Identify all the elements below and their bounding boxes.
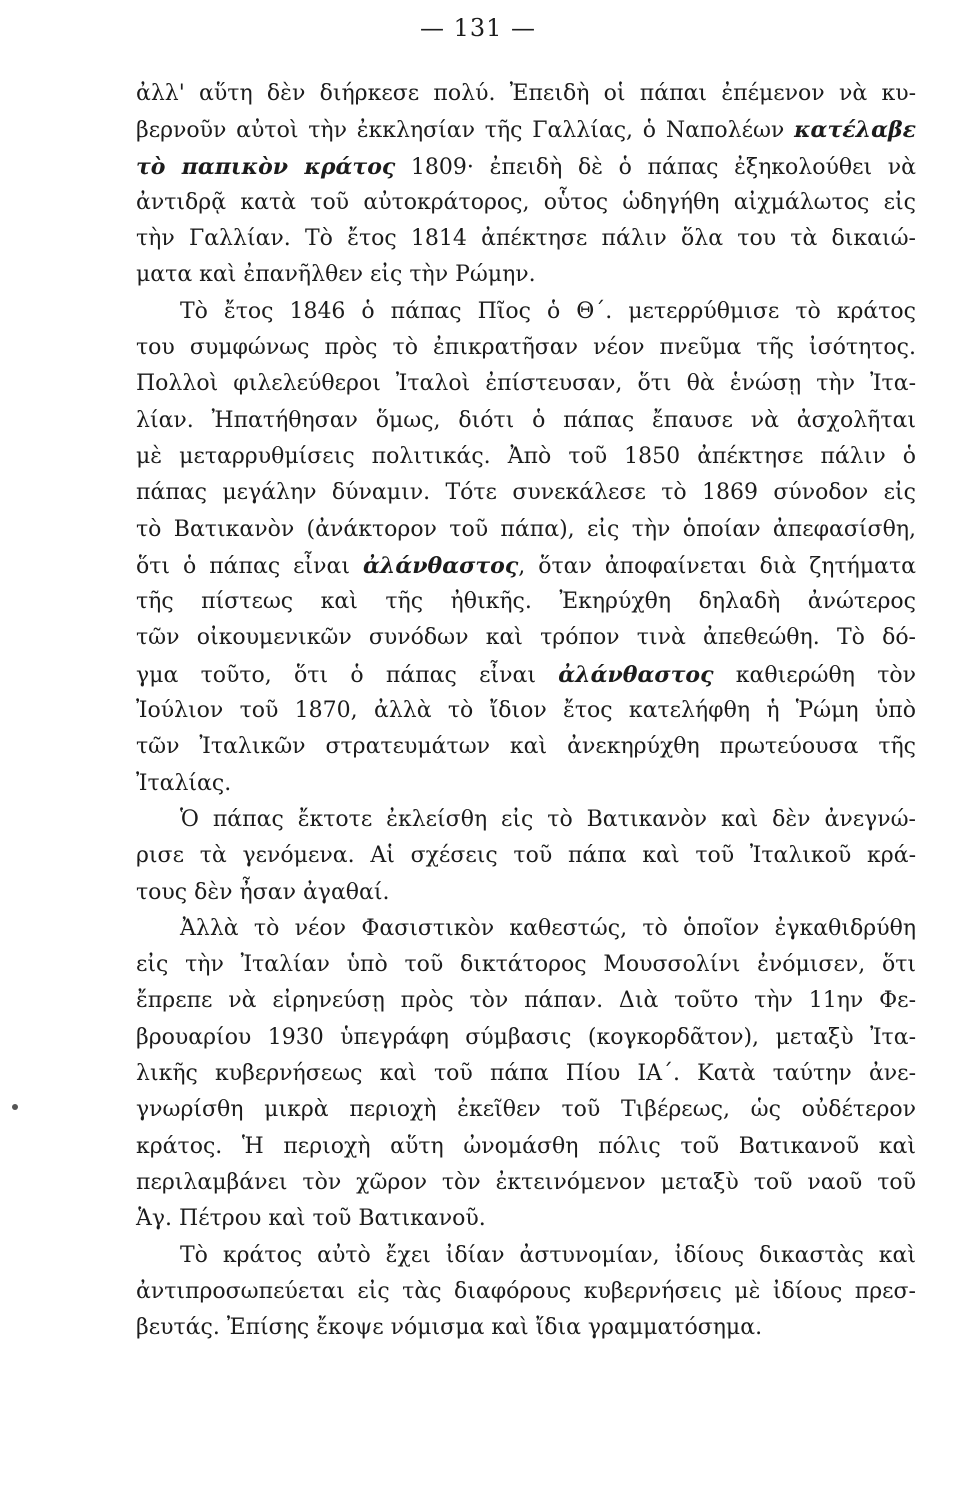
text-segment: 1809· ἐπειδὴ δὲ ὁ πάπας ἐξηκολούθει νὰ <box>395 154 916 180</box>
text-line <box>136 657 916 693</box>
text-line: τους δὲν ἦσαν ἀγαθαί. <box>136 879 390 905</box>
text-line: τὴν Γαλλίαν. Τὸ ἔτος 1814 ἀπέκτησε πάλιν ὅλα του τὰ δικαιώ- <box>136 226 916 252</box>
text-line <box>136 112 916 148</box>
text-line: του συμφώνως πρὸς τὸ ἐπικρατῆσαν νέον πνεῦμα τῆς ἰσότητος. <box>136 335 916 361</box>
text-segment: , ὅταν ἀποφαίνεται διὰ ζητήματα <box>518 553 916 579</box>
text-line: Ἁγ. Πέτρου καὶ τοῦ Βατικανοῦ. <box>136 1206 486 1232</box>
text-line: Ἰούλιον τοῦ 1870, ἀλλὰ τὸ ἴδιον ἔτος κατελήφθη ἡ Ῥώμη ὑπὸ <box>136 698 916 724</box>
text-line: τῶν οἰκουμενικῶν συνόδων καὶ τρόπον τινὰ ἀπεθεώθη. Τὸ δό- <box>136 625 916 651</box>
emphasis-text: ἀλάνθαστος <box>363 552 519 579</box>
text-line: Ὁ πάπας ἔκτοτε ἐκλείσθη εἰς τὸ Βατικανὸν καὶ δὲν ἀνεγνώ- <box>180 806 916 832</box>
emphasis-text: ἀλάνθαστος <box>558 661 714 688</box>
text-line: ἀντιδρᾷ κατὰ τοῦ αὐτοκράτορος, οὗτος ὡδηγήθη αἰχμάλωτος εἰς <box>136 189 916 215</box>
text-line: τῶν Ἰταλικῶν στρατευμάτων καὶ ἀνεκηρύχθη πρωτεύουσα τῆς <box>136 734 916 760</box>
text-line: βρουαρίου 1930 ὑπεγράφη σύμβασις (κογκορδᾶτον), μεταξὺ Ἰτα- <box>136 1024 916 1050</box>
text-line: ματα καὶ ἐπανῆλθεν εἰς τὴν Ρώμην. <box>136 262 536 288</box>
text-line: πάπας μεγάλην δύναμιν. Τότε συνεκάλεσε τὸ 1869 σύνοδον εἰς <box>136 480 916 506</box>
text-line: Ἀλλὰ τὸ νέον Φασιστικὸν καθεστώς, τὸ ὁποῖον ἐγκαθιδρύθη <box>180 915 916 941</box>
margin-dot <box>12 1104 18 1110</box>
text-line: τὸ Βατικανὸν (ἀνάκτορον τοῦ πάπα), εἰς τὴν ὁποίαν ἀπεφασίσθη, <box>136 516 916 542</box>
text-line <box>136 149 916 185</box>
text-line: Τὸ ἔτος 1846 ὁ πάπας Πῖος ὁ Θ΄. μετερρύθμισε τὸ κράτος <box>180 298 916 324</box>
text-line: κράτος. Ἡ περιοχὴ αὕτη ὠνομάσθη πόλις τοῦ Βατικανοῦ καὶ <box>136 1133 916 1159</box>
text-line: Ἰταλίας. <box>136 770 232 796</box>
text-line <box>136 548 916 584</box>
emphasis-text: τὸ παπικὸν κράτος <box>136 153 396 180</box>
text-line: βευτάς. Ἐπίσης ἔκοψε νόμισμα καὶ ἴδια γραμματόσημα. <box>136 1315 763 1341</box>
page-number: — 131 — <box>419 14 537 42</box>
text-line: ἀντιπροσωπεύεται εἰς τὰς διαφόρους κυβερνήσεις μὲ ἰδίους πρεσ- <box>136 1278 916 1304</box>
text-line: λίαν. Ἠπατήθησαν ὅμως, διότι ὁ πάπας ἔπαυσε νὰ ἀσχολῆται <box>136 407 916 433</box>
text-line: Τὸ κράτος αὐτὸ ἔχει ἰδίαν ἀστυνομίαν, ἰδίους δικαστὰς καὶ <box>180 1242 916 1268</box>
body-text <box>136 76 916 1346</box>
text-segment: γμα τοῦτο, ὅτι ὁ πάπας εἶναι <box>136 662 559 688</box>
text-segment: ὅτι ὁ πάπας εἶναι <box>136 553 363 579</box>
emphasis-text: κατέλαβε <box>794 117 916 144</box>
text-segment: βερνοῦν αὐτοὶ τὴν ἐκκλησίαν τῆς Γαλλίας, ὁ Ναπολέων <box>136 118 795 144</box>
text-line: εἰς τὴν Ἰταλίαν ὑπὸ τοῦ δικτάτορος Μουσσολίνι ἐνόμισεν, ὅτι <box>136 952 916 978</box>
text-line: ἔπρεπε νὰ εἰρηνεύσῃ πρὸς τὸν πάπαν. Διὰ τοῦτο τὴν 11ην Φε- <box>136 988 916 1014</box>
text-line: μὲ μεταρρυθμίσεις πολιτικάς. Ἀπὸ τοῦ 1850 ἀπέκτησε πάλιν ὁ <box>136 443 916 469</box>
text-line: ρισε τὰ γενόμενα. Αἱ σχέσεις τοῦ πάπα καὶ τοῦ Ἰταλικοῦ κρά- <box>136 843 916 869</box>
text-segment: καθιερώθη τὸν <box>713 662 916 688</box>
text-line: ἀλλ' αὕτη δὲν διήρκεσε πολύ. Ἐπειδὴ οἱ πάπαι ἐπέμενον νὰ κυ- <box>136 81 916 106</box>
text-line: τῆς πίστεως καὶ τῆς ἠθικῆς. Ἐκηρύχθη δηλαδὴ ἀνώτερος <box>136 589 916 615</box>
text-line: περιλαμβάνει τὸν χῶρον τὸν ἐκτεινόμενον μεταξὺ τοῦ ναοῦ τοῦ <box>136 1169 916 1195</box>
text-line: λικῆς κυβερνήσεως καὶ τοῦ πάπα Πίου ΙΑ΄. Κατὰ ταύτην ἀνε- <box>136 1061 916 1087</box>
text-line: γνωρίσθη μικρὰ περιοχὴ ἐκεῖθεν τοῦ Τιβέρεως, ὡς οὐδέτερον <box>136 1097 916 1123</box>
text-line: Πολλοὶ φιλελεύθεροι Ἰταλοὶ ἐπίστευσαν, ὅτι θὰ ἑνώσῃ τὴν Ἰτα- <box>136 371 916 397</box>
